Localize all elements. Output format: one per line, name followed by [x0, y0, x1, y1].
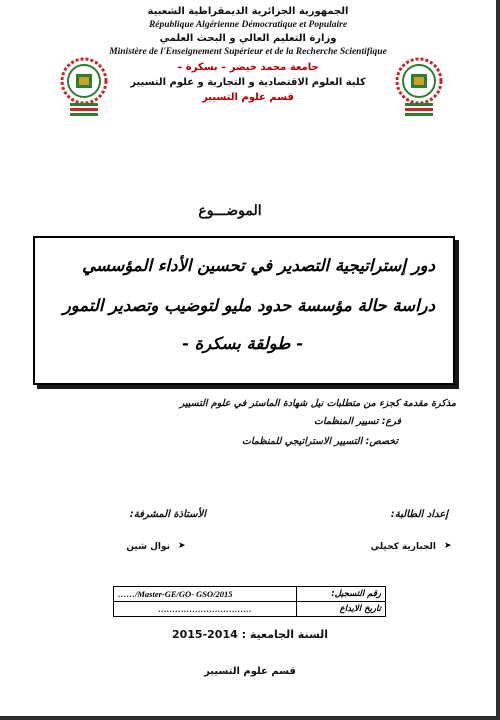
- branch-value: تسيير المنظمات: [314, 416, 379, 427]
- university-ar: جامعة محمد خيضر – بسكرة –: [177, 62, 319, 73]
- ministry-fr: Ministère de l'Enseignement Supérieur et de la Recherche Scientifique: [109, 47, 387, 57]
- university-logo-left: [60, 57, 108, 119]
- memo-line: مذكرة مقدمة كجزء من متطلبات نيل شهادة الماستر في علوم التسيير: [179, 398, 456, 409]
- specialty-label: تخصص:: [365, 436, 398, 447]
- supervisor-name: نوال شين: [126, 542, 170, 552]
- arrow-bullet-icon: ➤: [178, 541, 186, 551]
- republic-ar: الجمهورية الجزائرية الديمقراطية الشعبية: [147, 6, 349, 17]
- deposit-date-value: ……………………………: [114, 602, 297, 617]
- department-ar: قسم علوم التسيير: [202, 92, 294, 103]
- table-row: [114, 602, 386, 617]
- title-line-3: - طولقة بسكرة -: [182, 334, 303, 353]
- branch-line: [314, 416, 401, 427]
- specialty-value: التسيير الاستراتيجي للمنظمات: [241, 436, 363, 447]
- ministry-ar: وزارة التعليم العالي و البحث العلمي: [159, 33, 337, 44]
- university-logo-right: [395, 57, 443, 119]
- footer-department: قسم علوم التسيير: [204, 666, 296, 677]
- faculty-ar: كلية العلوم الاقتصادية و التجارية و علوم التسيير: [130, 77, 366, 88]
- supervisor-label: الأستاذة المشرفة:: [129, 509, 206, 520]
- registration-table: [113, 586, 386, 617]
- student-name: الجبارية كحيلي: [370, 542, 436, 552]
- reg-number-label: رقم التسجيل:: [297, 587, 386, 602]
- academic-year: السنة الجامعية : 2014-2015: [171, 628, 329, 641]
- deposit-date-label: تاريخ الايداع: [297, 602, 386, 617]
- specialty-line: [242, 436, 398, 447]
- arrow-bullet-icon: ➤: [444, 541, 452, 551]
- thesis-title-box: [33, 236, 455, 385]
- reg-number-value: ……/Master-GE/GO- GSO/2015: [114, 587, 297, 602]
- republic-fr: République Algérienne Démocratique et Populaire: [148, 20, 348, 30]
- student-label: إعداد الطالبة:: [390, 509, 448, 520]
- table-row: [114, 587, 386, 602]
- title-line-1: دور إستراتيجية التصدير في تحسين الأداء المؤسسي: [82, 256, 435, 275]
- subject-label: الموضـــوع: [198, 203, 262, 219]
- branch-label: فرع:: [381, 416, 401, 427]
- title-line-2: دراسة حالة مؤسسة حدود مليو لتوضيب وتصدير التمور: [62, 296, 435, 315]
